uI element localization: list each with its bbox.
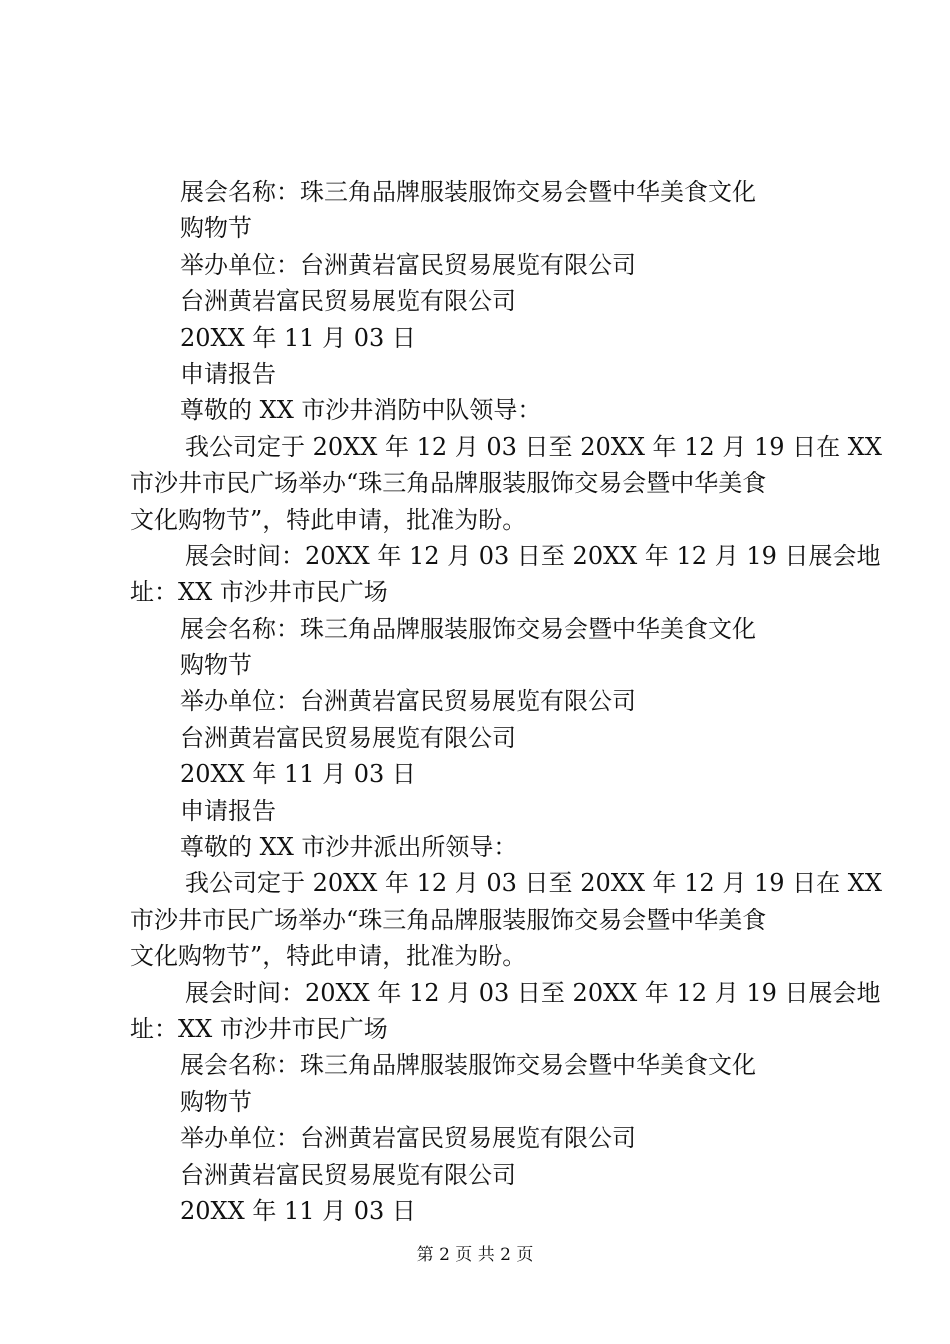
- salutation-police-station: 尊敬的 XX 市沙井派出所领导：: [180, 833, 518, 862]
- page-number-footer: 第 2 页 共 2 页: [416, 1245, 534, 1265]
- signature-company: 台洲黄岩富民贸易展览有限公司: [180, 1160, 516, 1189]
- exhibition-time-line: 展会时间：20XX 年 12 月 03 日至 20XX 年 12 月 19 日展会地: [185, 978, 881, 1007]
- exhibition-address-line: 址：XX 市沙井市民广场: [130, 578, 388, 607]
- organizer-line: 举办单位：台洲黄岩富民贸易展览有限公司: [180, 250, 636, 279]
- exhibition-name-line: 展会名称：珠三角品牌服装服饰交易会暨中华美食文化: [180, 1051, 756, 1080]
- signature-date: 20XX 年 11 月 03 日: [180, 760, 416, 789]
- salutation-fire-brigade: 尊敬的 XX 市沙井消防中队领导：: [180, 396, 542, 425]
- body-paragraph-line: 我公司定于 20XX 年 12 月 03 日至 20XX 年 12 月 19 日在 XX: [185, 869, 882, 898]
- exhibition-name-continuation: 购物节: [180, 214, 252, 243]
- organizer-line: 举办单位：台洲黄岩富民贸易展览有限公司: [180, 687, 636, 716]
- exhibition-name-continuation: 购物节: [180, 1087, 252, 1116]
- body-paragraph-line: 文化购物节”，特此申请，批准为盼。: [130, 505, 527, 534]
- signature-company: 台洲黄岩富民贸易展览有限公司: [180, 287, 516, 316]
- exhibition-name-continuation: 购物节: [180, 651, 252, 680]
- signature-date: 20XX 年 11 月 03 日: [180, 1196, 416, 1225]
- exhibition-time-line: 展会时间：20XX 年 12 月 03 日至 20XX 年 12 月 19 日展会地: [185, 541, 881, 570]
- signature-date: 20XX 年 11 月 03 日: [180, 323, 416, 352]
- report-title: 申请报告: [180, 359, 276, 388]
- body-paragraph-line: 市沙井市民广场举办“珠三角品牌服装服饰交易会暨中华美食: [130, 905, 767, 934]
- body-paragraph-line: 文化购物节”，特此申请，批准为盼。: [130, 942, 527, 971]
- document-body: [0, 174, 950, 1229]
- organizer-line: 举办单位：台洲黄岩富民贸易展览有限公司: [180, 1124, 636, 1153]
- body-paragraph-line: 我公司定于 20XX 年 12 月 03 日至 20XX 年 12 月 19 日在 XX: [185, 432, 882, 461]
- body-paragraph-line: 市沙井市民广场举办“珠三角品牌服装服饰交易会暨中华美食: [130, 469, 767, 498]
- exhibition-address-line: 址：XX 市沙井市民广场: [130, 1014, 388, 1043]
- report-title: 申请报告: [180, 796, 276, 825]
- exhibition-name-line: 展会名称：珠三角品牌服装服饰交易会暨中华美食文化: [180, 614, 756, 643]
- exhibition-name-line: 展会名称：珠三角品牌服装服饰交易会暨中华美食文化: [180, 178, 756, 206]
- signature-company: 台洲黄岩富民贸易展览有限公司: [180, 723, 516, 752]
